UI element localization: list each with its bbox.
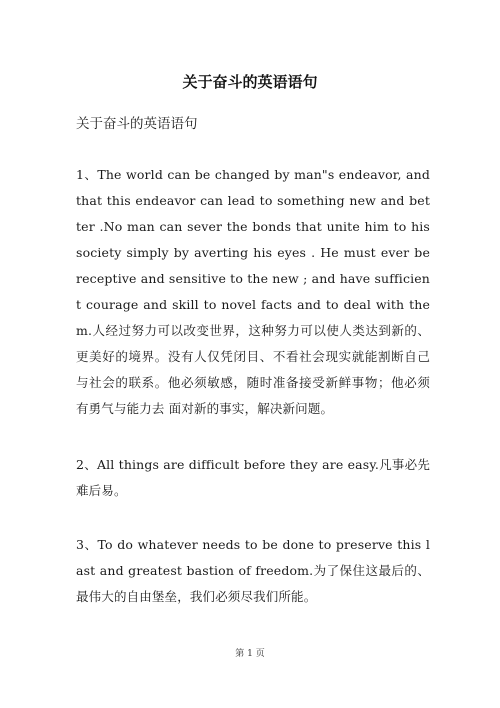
page-number-footer: 第 1 页 xyxy=(235,649,265,659)
paragraph-2: 2、All things are difficult before they are easy.凡事必先难后易。 xyxy=(76,457,430,498)
document-subtitle: 关于奋斗的英语语句 xyxy=(76,116,198,132)
paragraph-3: 3、To do whatever needs to be done to preserve this last and greatest bastion of freedom.为了保住这最后的、最伟大的自由堡垒，我们必须尽我们所能。 xyxy=(76,537,430,604)
document-title: 关于奋斗的英语语句 xyxy=(182,73,318,91)
paragraph-1: 1、The world can be changed by man"s endeavor, and that this endeavor can lead to something new and better .No man can sever the bonds that unite him to his society simply by averting his eyes . He must ever be receptive and sensitive to the new ; and have sufficient courage and skill to novel facts and to deal with them.人经过努力可以改变世界，这种努力可以使人类达到新的、更美好的境界。没有人仅凭闭目、不看社会现实就能割断自己与社会的联系。他必须敏感，随时准备接受新鲜事物；他必须有勇气与能力去 面对新的事实，解决新问题。 xyxy=(76,167,430,416)
